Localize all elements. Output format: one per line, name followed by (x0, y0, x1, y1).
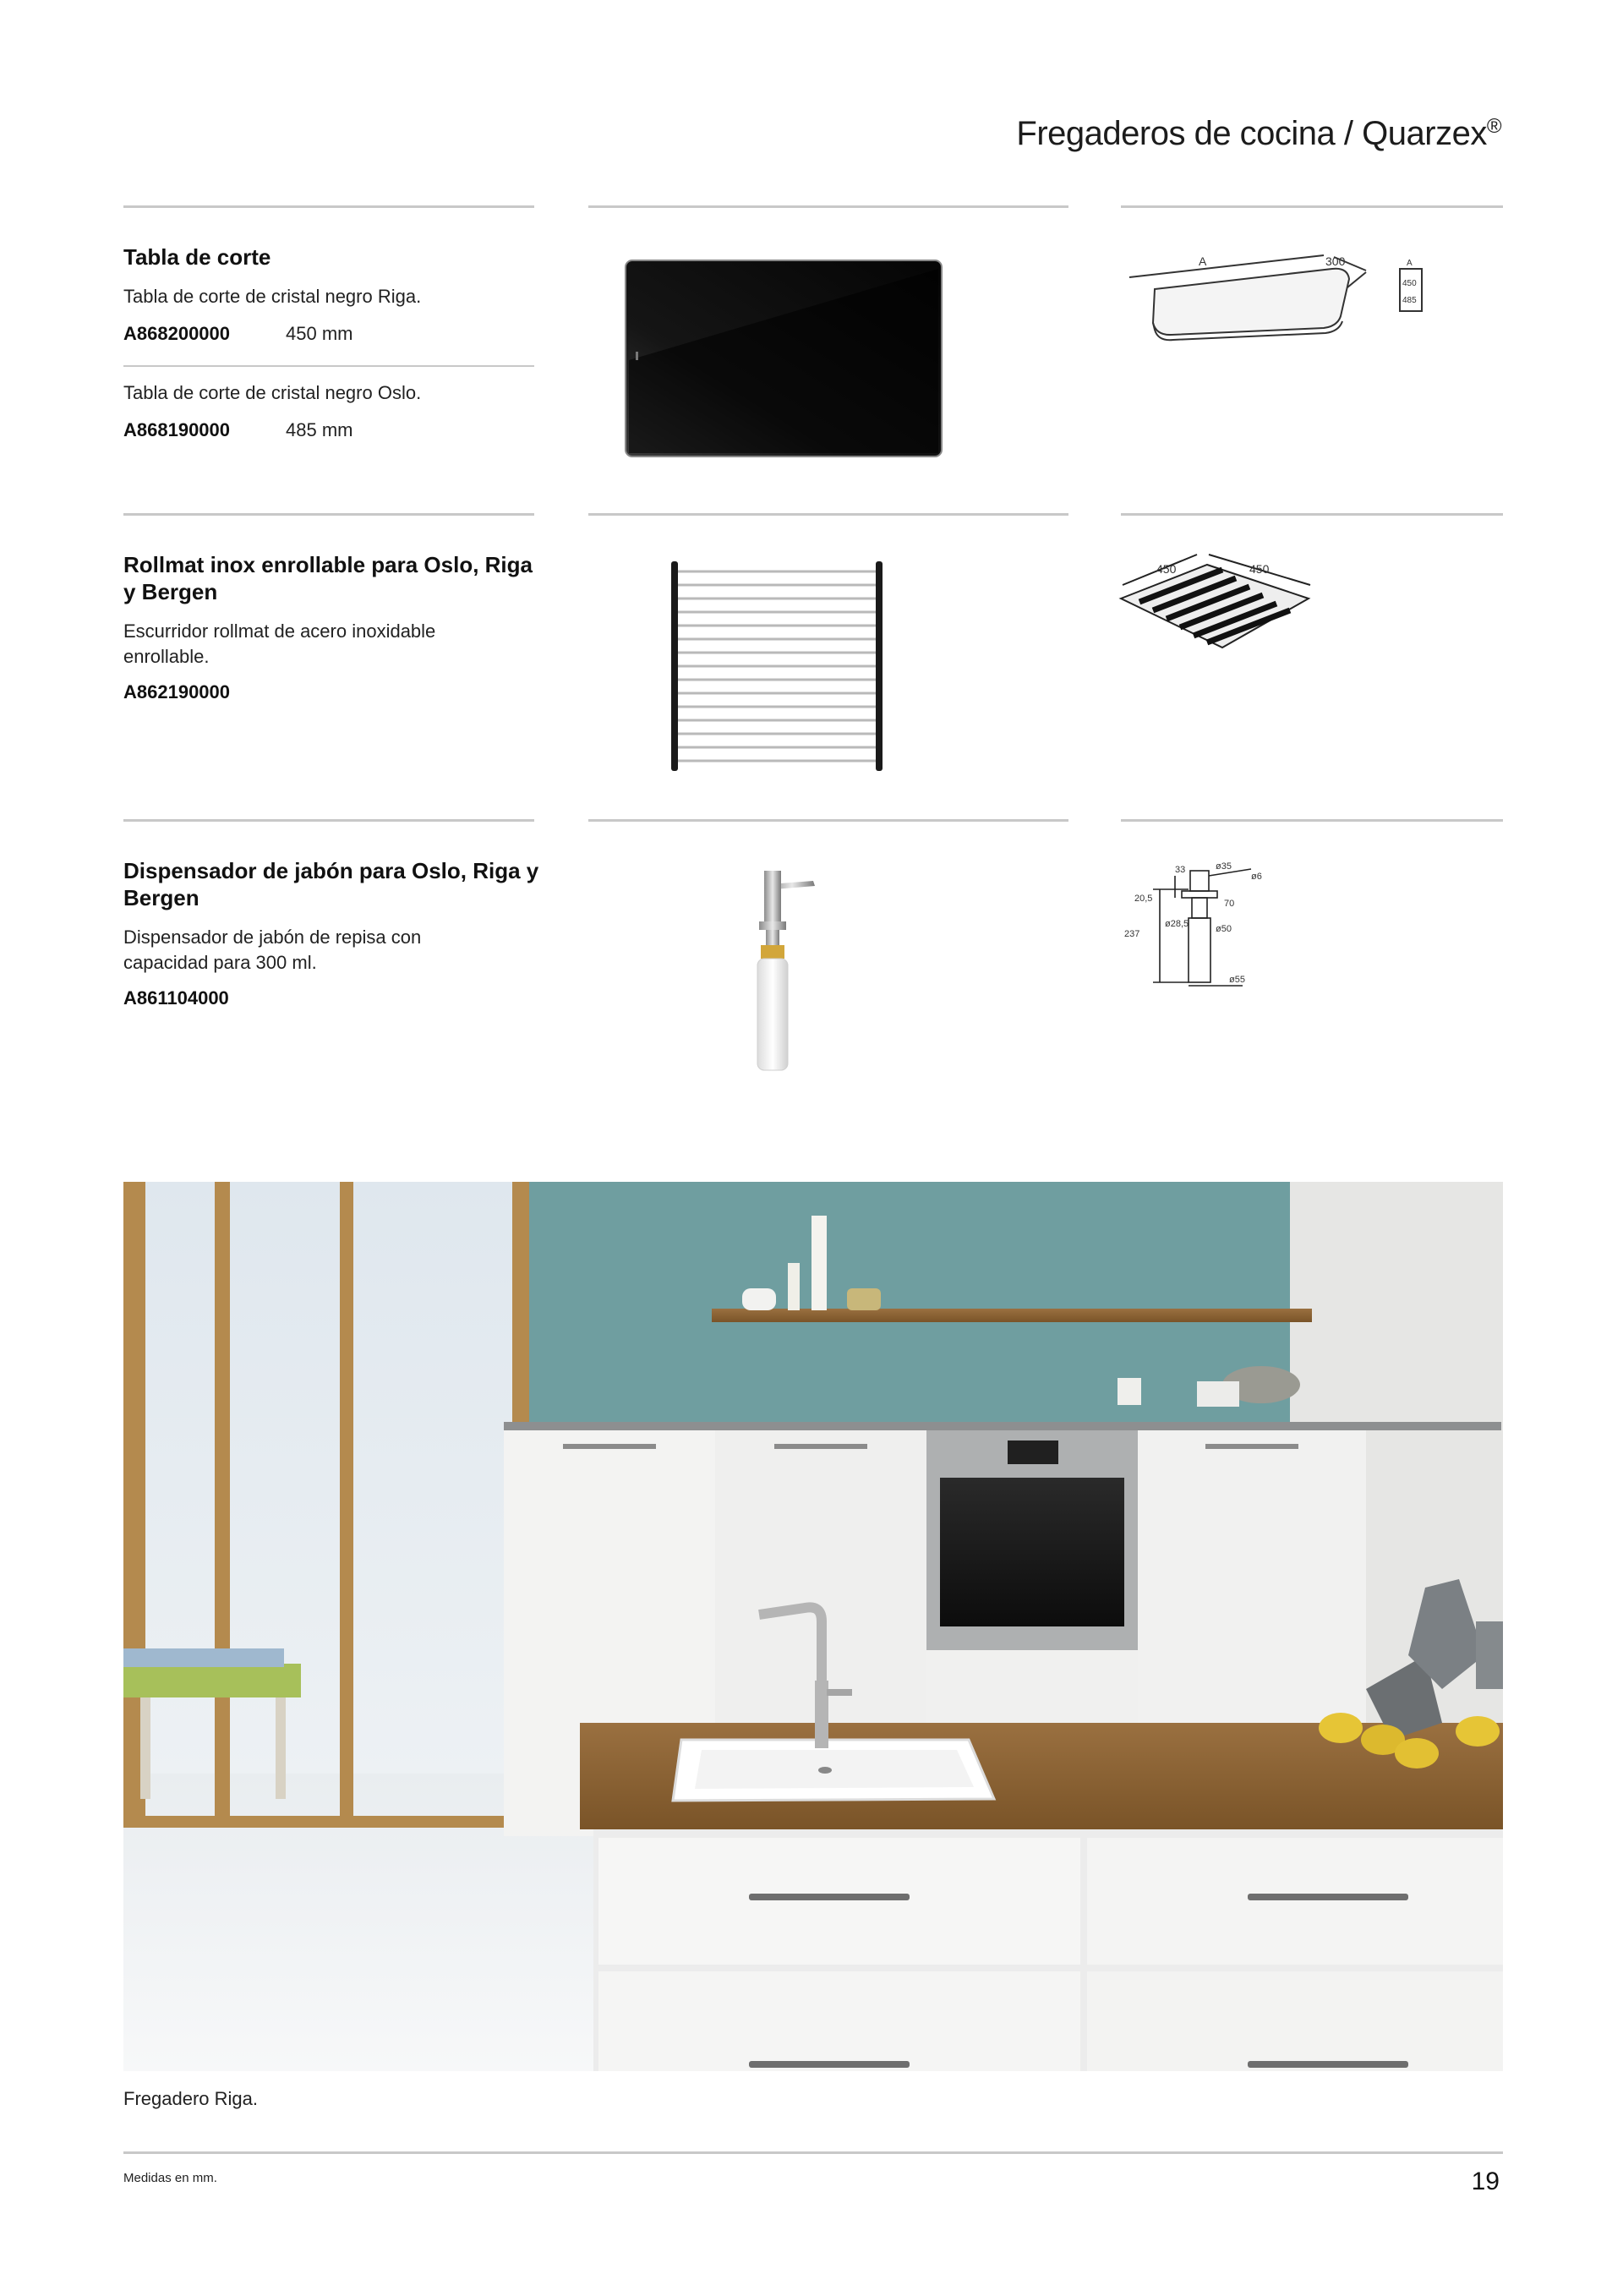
soap-dispenser-diagram (1116, 859, 1285, 994)
product-description: Escurridor rollmat de acero inoxidable enrollable. (123, 620, 436, 667)
dimension-label: A (1407, 259, 1413, 268)
product-size: 485 mm (286, 419, 353, 440)
dimension-label: 237 (1124, 929, 1140, 939)
dimension-label: A (1199, 254, 1207, 268)
divider (1121, 819, 1503, 822)
dimension-label: ø55 (1229, 975, 1245, 985)
divider (123, 513, 534, 516)
divider (123, 819, 534, 822)
product-title-rollmat: Rollmat inox enrollable para Oslo, Riga y Bergen (123, 552, 533, 604)
kitchen-photo (123, 1182, 1503, 2071)
product-code: A861104000 (123, 987, 229, 1009)
dimension-label: 450 (1249, 562, 1270, 576)
dimension-label: 20,5 (1134, 894, 1153, 904)
cutting-board-photo (624, 259, 945, 458)
product-title-soap-dispenser: Dispensador de jabón para Oslo, Riga y Bergen (123, 858, 539, 910)
rollmat-photo (668, 560, 888, 773)
dimension-label: ø6 (1251, 872, 1262, 882)
dimension-label: 33 (1175, 865, 1186, 875)
dimension-label: 300 (1325, 254, 1346, 268)
footer-divider (123, 2151, 1503, 2154)
divider (1121, 513, 1503, 516)
product-description: Tabla de corte de cristal negro Riga. (123, 286, 422, 307)
dimension-label: 70 (1224, 899, 1235, 909)
product-size: 450 mm (286, 323, 353, 344)
divider (1121, 205, 1503, 208)
footer-note: Medidas en mm. (123, 2171, 217, 2185)
dimension-label: 450 (1156, 562, 1177, 576)
cutting-board-diagram (1121, 238, 1451, 348)
product-title-cutting-board: Tabla de corte (123, 244, 271, 270)
photo-caption: Fregadero Riga. (123, 2088, 258, 2109)
dimension-label: ø35 (1216, 861, 1232, 872)
product-description: Dispensador de jabón de repisa con capacidad para 300 ml. (123, 927, 422, 973)
product-code: A868190000 (123, 419, 231, 440)
dimension-label: 485 (1402, 296, 1417, 305)
rollmat-diagram (1114, 548, 1325, 666)
dimension-label: ø28,5 (1165, 919, 1189, 929)
dimension-label: ø50 (1216, 924, 1232, 934)
product-code: A868200000 (123, 323, 231, 344)
registered-mark: ® (1486, 115, 1501, 138)
divider (123, 365, 534, 367)
divider (588, 819, 1068, 822)
divider (588, 205, 1068, 208)
page-number: 19 (1471, 2168, 1500, 2195)
divider (588, 513, 1068, 516)
product-code: A862190000 (123, 681, 231, 702)
divider (123, 205, 534, 208)
product-description: Tabla de corte de cristal negro Oslo. (123, 382, 422, 403)
dimension-label: 450 (1402, 279, 1417, 288)
soap-dispenser-photo (735, 864, 828, 1075)
page-title: Fregaderos de cocina / Quarzex® (1016, 115, 1501, 152)
